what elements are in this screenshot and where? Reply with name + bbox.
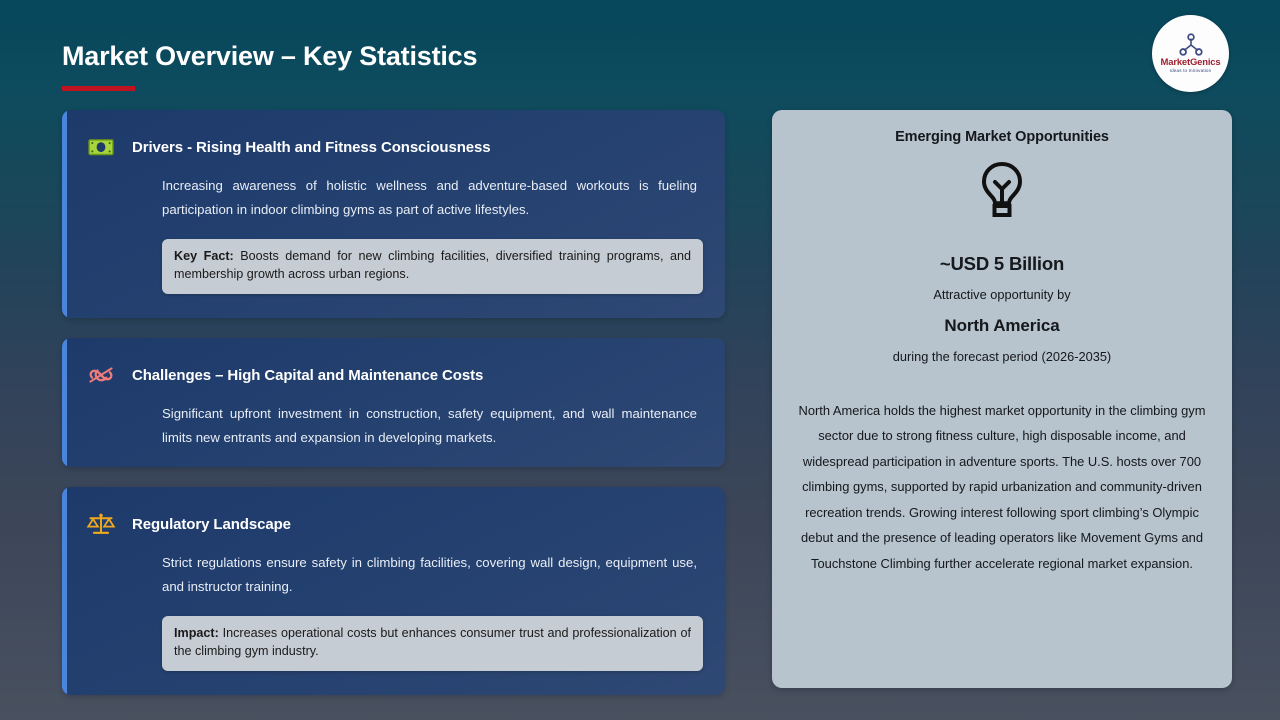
card-body-text: Increasing awareness of holistic wellness and adventure-based workouts is fueling participation in indoor climbing gyms as part of active lifestyles. xyxy=(162,178,697,217)
key-fact-text: Boosts demand for new climbing facilities, diversified training programs, and membership growth across urban regions. xyxy=(174,249,691,281)
broken-link-icon xyxy=(84,358,118,392)
impact-box xyxy=(162,616,703,671)
logo-name: MarketGenics xyxy=(1160,57,1221,69)
impact-text: Increases operational costs but enhances consumer trust and professionalization of the climbing gym industry. xyxy=(174,626,691,658)
impact-label: Impact: xyxy=(174,626,219,640)
lightbulb-icon-wrapper xyxy=(794,161,1210,223)
key-fact-label: Key Fact: xyxy=(174,249,234,263)
stat-region: North America xyxy=(944,316,1060,335)
card-title: Regulatory Landscape xyxy=(132,515,291,533)
stat-value: ~USD 5 Billion xyxy=(939,253,1065,274)
card-body-text: Strict regulations ensure safety in climbing facilities, covering wall design, equipment use, and instructor training. xyxy=(162,555,697,594)
card-body-text: Significant upfront investment in construction, safety equipment, and wall maintenance limits new entrants and expansion in developing markets. xyxy=(162,406,697,445)
insight-cards-column xyxy=(62,110,725,715)
stat-forecast-period: during the forecast period (2026-2035) xyxy=(892,349,1112,364)
card-title: Drivers - Rising Health and Fitness Consciousness xyxy=(132,138,491,156)
key-fact-box xyxy=(162,239,703,294)
card-title: Challenges – High Capital and Maintenance Costs xyxy=(132,366,484,384)
card-header xyxy=(84,358,703,392)
emerging-opportunities-panel xyxy=(772,110,1232,688)
panel-title: Emerging Market Opportunities xyxy=(895,129,1109,145)
molecule-network-icon xyxy=(1178,33,1204,57)
panel-description: North America holds the highest market opportunity in the climbing gym sector due to strong fitness culture, high disposable income, and widespread participation in adventure sports. The U.S. hosts over 700 climbing gyms, supported by rapid urbanization and community-driven recreation trends. Growing interest following sport climbing’s Olympic debut and the presence of leading operators like Movement Gyms and Touchstone Climbing further accelerate regional market expansion. xyxy=(798,403,1206,571)
page-title: Market Overview – Key Statistics xyxy=(62,41,478,71)
scales-of-justice-icon xyxy=(84,507,118,541)
card-challenges[interactable] xyxy=(62,338,725,467)
money-banknote-icon xyxy=(84,130,118,164)
card-header xyxy=(84,507,703,541)
title-accent-underline xyxy=(62,86,135,91)
stat-subtitle: Attractive opportunity by xyxy=(933,287,1071,302)
card-header xyxy=(84,130,703,164)
card-drivers[interactable] xyxy=(62,110,725,318)
card-regulatory[interactable] xyxy=(62,487,725,695)
lightbulb-icon xyxy=(976,161,1028,223)
logo-tagline: Ideas to Innovation xyxy=(1169,68,1212,74)
brand-logo xyxy=(1152,15,1229,92)
